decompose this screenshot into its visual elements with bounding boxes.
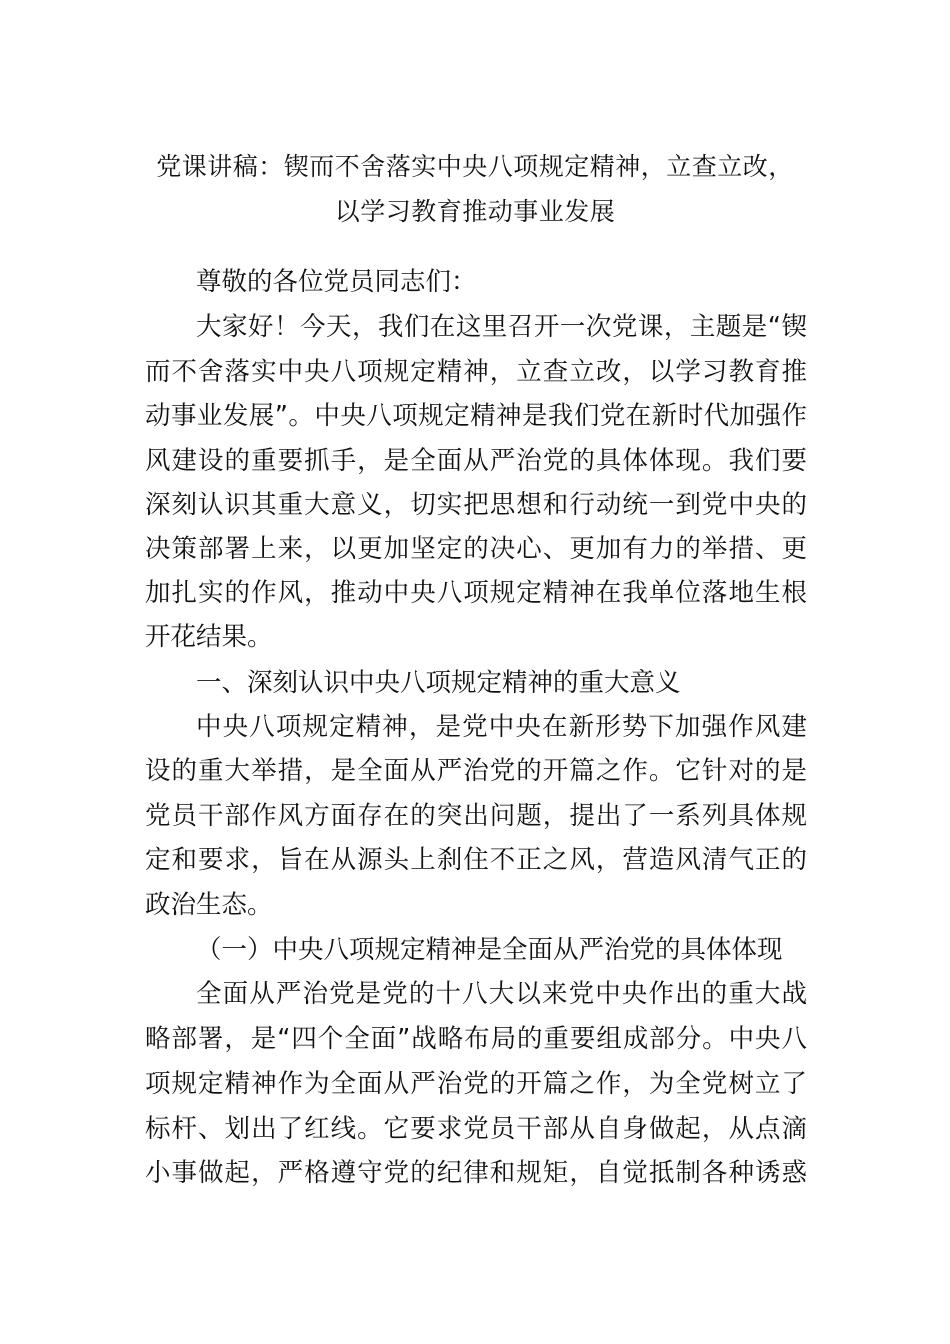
paragraph-line: 小事做起，严格遵守党的纪律和规矩，自觉抵制各种诱惑 [145, 1158, 807, 1188]
paragraph-line: 政治生态。 [145, 890, 273, 920]
subsection-heading-1: （一）中央八项规定精神是全面从严治党的具体体现 [196, 935, 783, 965]
paragraph-line: 大家好！今天，我们在这里召开一次党课，主题是“锲 [196, 312, 807, 342]
paragraph-line: 决策部署上来，以更加坚定的决心、更加有力的举措、更 [145, 534, 807, 564]
paragraph-line: 开花结果。 [145, 622, 273, 652]
document-title-line-2: 以学习教育推动事业发展 [334, 197, 616, 226]
paragraph-line: 中央八项规定精神，是党中央在新形势下加强作风建 [196, 712, 807, 742]
document-title-line-1: 党课讲稿：锲而不舍落实中央八项规定精神，立查立改， [156, 152, 794, 181]
paragraph-line: 项规定精神作为全面从严治党的开篇之作，为全党树立了 [145, 1069, 807, 1099]
paragraph-line: 设的重大举措，是全面从严治党的开篇之作。它针对的是 [145, 756, 807, 786]
paragraph-line: 党员干部作风方面存在的突出问题，提出了一系列具体规 [145, 801, 807, 831]
paragraph-line: 深刻认识其重大意义，切实把思想和行动统一到党中央的 [145, 490, 807, 520]
paragraph-line: 标杆、划出了红线。它要求党员干部从自身做起，从点滴 [145, 1114, 807, 1144]
paragraph-line: 定和要求，旨在从源头上刹住不正之风，营造风清气正的 [145, 845, 807, 875]
salutation: 尊敬的各位党员同志们： [196, 267, 477, 297]
section-heading-1: 一、深刻认识中央八项规定精神的重大意义 [196, 668, 681, 698]
paragraph-line: 全面从严治党是党的十八大以来党中央作出的重大战 [196, 979, 807, 1009]
paragraph-line: 而不舍落实中央八项规定精神，立查立改，以学习教育推 [145, 357, 807, 387]
paragraph-line: 动事业发展”。中央八项规定精神是我们党在新时代加强作 [145, 401, 807, 431]
paragraph-line: 略部署，是“四个全面”战略布局的重要组成部分。中央八 [145, 1024, 807, 1054]
paragraph-line: 风建设的重要抓手，是全面从严治党的具体体现。我们要 [145, 446, 807, 476]
paragraph-line: 加扎实的作风，推动中央八项规定精神在我单位落地生根 [145, 578, 807, 608]
